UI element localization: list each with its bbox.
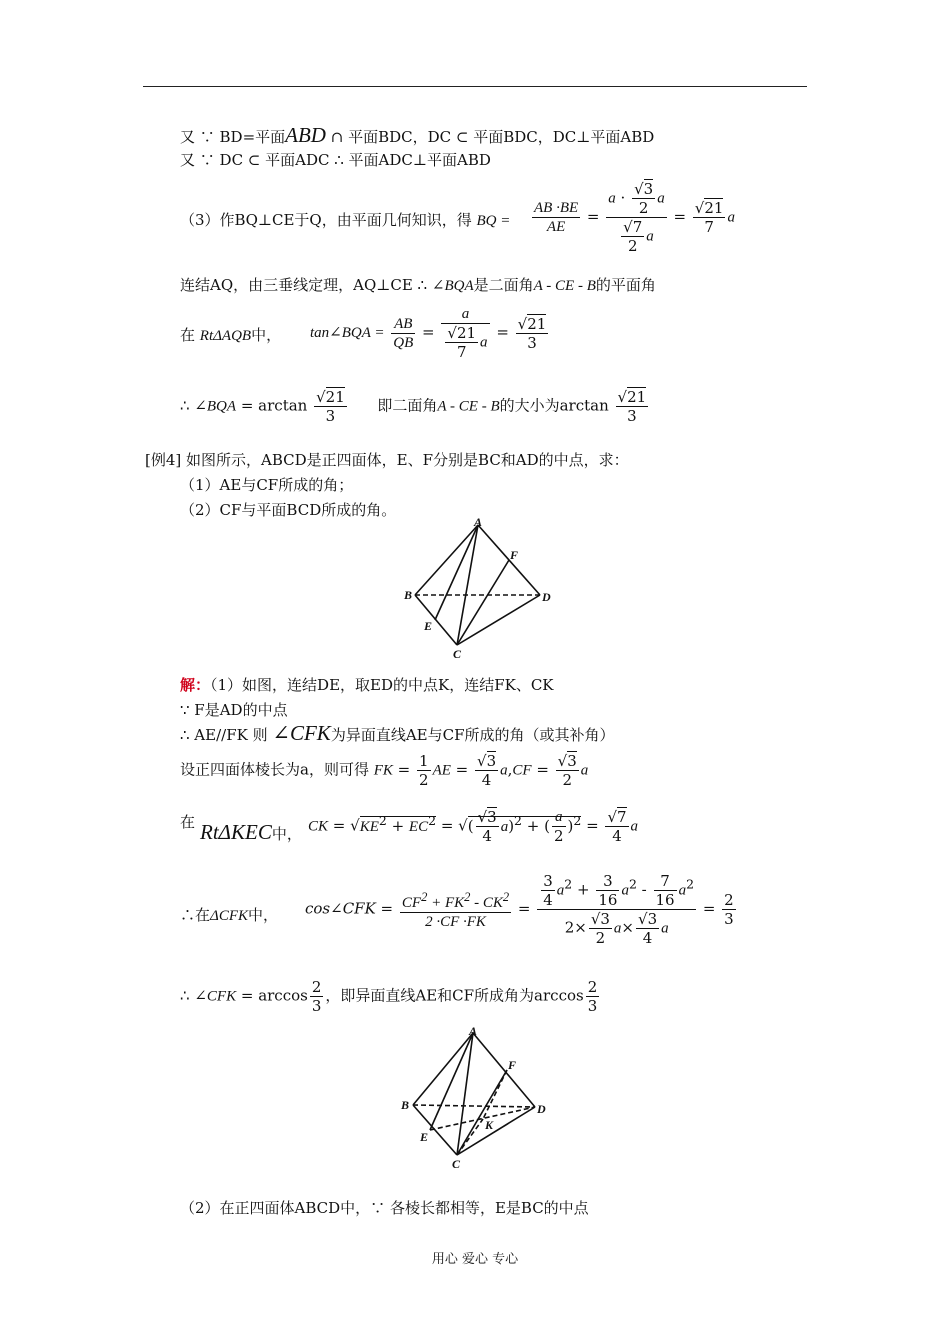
solution-line-5 bbox=[180, 812, 195, 832]
fraction: $\frac{2}{3}$ bbox=[587, 978, 598, 1015]
fraction: $\frac{√7}{4}$ bbox=[607, 808, 627, 845]
text-segment: （3）作BQ⊥CE于Q，由平面几何知识，得 bbox=[180, 211, 472, 229]
header-rule bbox=[143, 86, 807, 87]
math-angle: ∠CFK bbox=[194, 988, 237, 1005]
math-triangle: RtΔKEC bbox=[200, 820, 272, 844]
fraction: a $\frac{√21}{7}$ a bbox=[441, 305, 489, 361]
text-segment: 中， bbox=[251, 326, 282, 344]
text-segment: 是二面角 bbox=[473, 276, 534, 294]
fraction: $\frac{2}{3}$ bbox=[311, 978, 322, 1015]
fraction: $\frac{AB}{QB}$ bbox=[393, 315, 414, 351]
label-c: C bbox=[452, 1157, 461, 1171]
formula-cos: cos∠CFK = $\frac{CF^2 + FK^2 - CK^2}{2 \cdot CF \cdot FK}$ = $\frac{3}{4}$ $a^2$ + $\frac{3}{16}$ $a^2$ - $\frac{7}{16}$ $a^2$ 2× $\frac{√3}{2}$ a× $\frac{√3}{4}$ a = $\frac{2}{3}$ bbox=[305, 872, 734, 947]
text-segment: 又 ∵ BD=平面 bbox=[180, 128, 286, 146]
solution-line-2: ∵ F是AD的中点 bbox=[180, 701, 288, 719]
fraction: $\frac{3}{4}$ $a^2$ + $\frac{3}{16}$ $a^2$ - $\frac{7}{16}$ $a^2$ 2× $\frac{√3}{2}$ a× $\frac{√3}{4}$ a bbox=[537, 872, 696, 947]
label-b: B bbox=[401, 1098, 410, 1112]
text-segment: ∴ AE//FK 则 bbox=[180, 726, 268, 744]
text-segment: ∴在 bbox=[180, 906, 211, 924]
label-a: A bbox=[469, 1024, 478, 1038]
text-segment: 为异面直线AE与CF所成的角（或其补角） bbox=[330, 726, 615, 744]
fraction: $\frac{2}{3}$ bbox=[724, 891, 734, 928]
text-line-2: 又 ∵ DC ⊂ 平面ADC ∴ 平面ADC⊥平面ABD bbox=[180, 151, 491, 169]
fraction: $\frac{1}{2}$ bbox=[419, 752, 429, 789]
label-f: F bbox=[508, 1058, 517, 1072]
text-segment: = arctan bbox=[240, 396, 308, 415]
fraction: $\frac{CF^2 + FK^2 - CK^2}{2 \cdot CF \cdot FK}$ bbox=[401, 890, 510, 930]
fraction: $\frac{√21}{3}$ bbox=[517, 314, 547, 352]
tetrahedron-figure-1 bbox=[395, 515, 565, 665]
label-c: C bbox=[453, 647, 462, 661]
solution-line-1 bbox=[180, 675, 554, 695]
text-line-6 bbox=[180, 388, 650, 425]
fraction: $\frac{√21}{3}$ bbox=[617, 388, 647, 425]
example-4-heading: [例4] 如图所示，ABCD是正四面体，E、F分别是BC和AD的中点，求： bbox=[145, 451, 629, 469]
formula-bq: $\frac{AB \cdot BE}{AE}$ = a · $\frac{√3}{2}$ a $\frac{√7}{2}$ a = $\frac{√21}{7}$ a bbox=[534, 180, 735, 255]
solution-label: 解： bbox=[180, 676, 211, 694]
text-segment: 连结AQ，由三垂线定理，AQ⊥CE ∴ bbox=[180, 276, 428, 294]
text-line-3 bbox=[180, 210, 510, 231]
fraction: a · $\frac{√3}{2}$ a $\frac{√7}{2}$ a bbox=[608, 180, 665, 255]
tetrahedron-figure-2 bbox=[395, 1025, 565, 1175]
text-segment: ∴ bbox=[180, 986, 190, 1005]
text-line-1 bbox=[180, 125, 654, 147]
text-segment: ∩ 平面BDC，DC ⊂ 平面BDC，DC⊥平面ABD bbox=[330, 128, 655, 146]
label-e: E bbox=[420, 1130, 429, 1144]
text-line-5 bbox=[180, 325, 281, 346]
math-bq: BQ = bbox=[476, 213, 511, 229]
text-segment: 的大小为arctan bbox=[499, 396, 609, 415]
page-footer: 用心 爱心 专心 bbox=[431, 1252, 519, 1267]
text-segment: 在 bbox=[180, 326, 196, 344]
math-abd: ABD bbox=[285, 123, 326, 147]
solution-line-5b bbox=[200, 822, 302, 844]
label-d: D bbox=[542, 590, 551, 604]
text-segment: 的平面角 bbox=[595, 276, 656, 294]
math-dihedral: A - CE - B bbox=[533, 278, 596, 294]
solution-line-3 bbox=[180, 723, 614, 745]
text-segment: ∴ bbox=[180, 396, 190, 415]
text-segment: （1）如图，连结DE，取ED的中点K，连结FK、CK bbox=[210, 676, 554, 694]
label-a: A bbox=[474, 515, 483, 529]
fraction: $\frac{√3}{4}$ bbox=[477, 752, 497, 789]
text-line-4 bbox=[180, 275, 656, 296]
math-tan: tan∠BQA = bbox=[310, 325, 385, 341]
text-segment: 中， bbox=[248, 906, 279, 924]
math-cos: cos∠CFK = bbox=[305, 899, 394, 918]
text-segment: 中， bbox=[271, 825, 302, 843]
label-b: B bbox=[404, 588, 413, 602]
label-k: K bbox=[485, 1118, 494, 1132]
formula-ck: CK = $√KE^2 + EC^2$ = √( $\frac{√3}{4}$ a)$^2$ + ( $\frac{a}{2}$ )$^2$ = $\frac{√7}{4}$ a bbox=[308, 808, 639, 845]
math-angle: ∠BQA bbox=[431, 278, 474, 294]
label-d: D bbox=[537, 1102, 546, 1116]
solution-line-4: 设正四面体棱长为a，则可得 FK = $\frac{1}{2}$ AE = $\frac{√3}{4}$ a,CF = $\frac{√3}{2}$ a bbox=[180, 752, 589, 789]
question-1: （1）AE与CF所成的角； bbox=[180, 476, 354, 494]
solution-line-7 bbox=[180, 978, 601, 1015]
math-triangle: ΔCFK bbox=[210, 908, 248, 924]
text-segment: 在 bbox=[180, 813, 196, 831]
formula-tan: tan∠BQA = $\frac{AB}{QB}$ = a $\frac{√21}{7}$ a = $\frac{√21}{3}$ bbox=[310, 306, 547, 361]
text-segment: ，即异面直线AE和CF所成角为arccos bbox=[325, 986, 584, 1005]
fraction: $\frac{√21}{3}$ bbox=[316, 388, 345, 425]
label-e: E bbox=[424, 619, 433, 633]
text-segment: = arccos bbox=[240, 986, 308, 1005]
text-segment: 设正四面体棱长为a，则可得 bbox=[180, 760, 369, 779]
fraction: $\frac{AB \cdot BE}{AE}$ bbox=[534, 200, 579, 235]
question-2: （2）CF与平面BCD所成的角。 bbox=[180, 501, 397, 519]
solution-line-8: （2）在正四面体ABCD中，∵ 各棱长都相等，E是BC的中点 bbox=[180, 1199, 589, 1217]
math-dihedral: A - CE - B bbox=[437, 398, 500, 415]
label-f: F bbox=[510, 548, 519, 562]
solution-line-6 bbox=[180, 905, 278, 926]
text-segment: 即二面角 bbox=[377, 396, 438, 415]
math-angle: ∠BQA bbox=[194, 398, 237, 415]
math-triangle: RtΔAQB bbox=[199, 328, 252, 344]
fraction: $\frac{√21}{7}$ bbox=[694, 199, 724, 236]
math-angle: ∠CFK bbox=[272, 721, 331, 745]
fraction: $\frac{√3}{2}$ bbox=[557, 752, 577, 789]
